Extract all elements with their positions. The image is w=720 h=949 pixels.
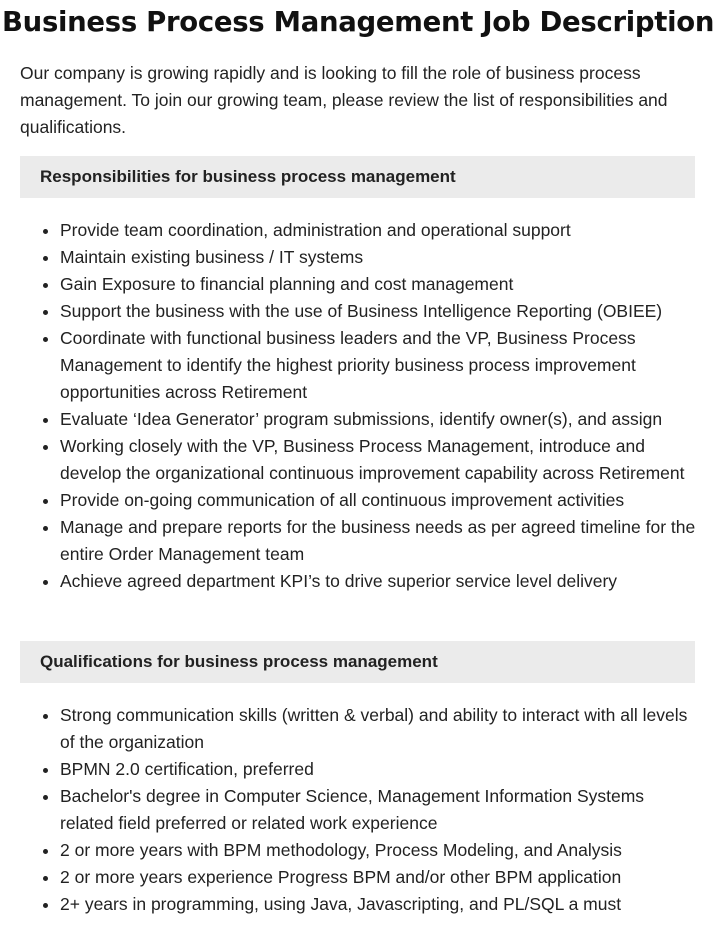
responsibilities-list	[20, 217, 700, 595]
list-item: • Working closely with the VP, Business Process Management, introduce and develop the organizational continuous improvement capability across Retirement	[60, 433, 700, 487]
list-item: • Strong communication skills (written & verbal) and ability to interact with all levels of the organization	[60, 702, 700, 756]
page-title: Business Process Management Job Description	[2, 6, 715, 38]
list-item: • BPMN 2.0 certification, preferred	[60, 756, 700, 783]
list-item: • 2 or more years experience Progress BPM and/or other BPM application	[60, 864, 700, 891]
list-item: • Provide on-going communication of all continuous improvement activities	[60, 487, 700, 514]
list-item: • Provide team coordination, administration and operational support	[60, 217, 700, 244]
list-item: • Manage and prepare reports for the business needs as per agreed timeline for the entire Order Management team	[60, 514, 700, 568]
list-item: • Bachelor's degree in Computer Science, Management Information Systems related field preferred or related work experience	[60, 783, 700, 837]
list-item: • Evaluate ‘Idea Generator’ program submissions, identify owner(s), and assign	[60, 406, 700, 433]
intro-paragraph: Our company is growing rapidly and is looking to fill the role of business process management. To join our growing team, please review the list of responsibilities and qualifications.	[20, 63, 668, 137]
qualifications-heading: Qualifications for business process management	[20, 641, 695, 683]
list-item: • Coordinate with functional business leaders and the VP, Business Process Management to identify the highest priority business process improvement opportunities across Retirement	[60, 325, 700, 406]
list-item: • Gain Exposure to financial planning and cost management	[60, 271, 700, 298]
list-item: • Achieve agreed department KPI’s to drive superior service level delivery	[60, 568, 700, 595]
responsibilities-heading: Responsibilities for business process management	[20, 156, 695, 198]
list-item: • 2 or more years with BPM methodology, Process Modeling, and Analysis	[60, 837, 700, 864]
list-item: • Support the business with the use of Business Intelligence Reporting (OBIEE)	[60, 298, 700, 325]
qualifications-list	[20, 702, 700, 918]
list-item: • Maintain existing business / IT systems	[60, 244, 700, 271]
list-item: • 2+ years in programming, using Java, Javascripting, and PL/SQL a must	[60, 891, 700, 918]
